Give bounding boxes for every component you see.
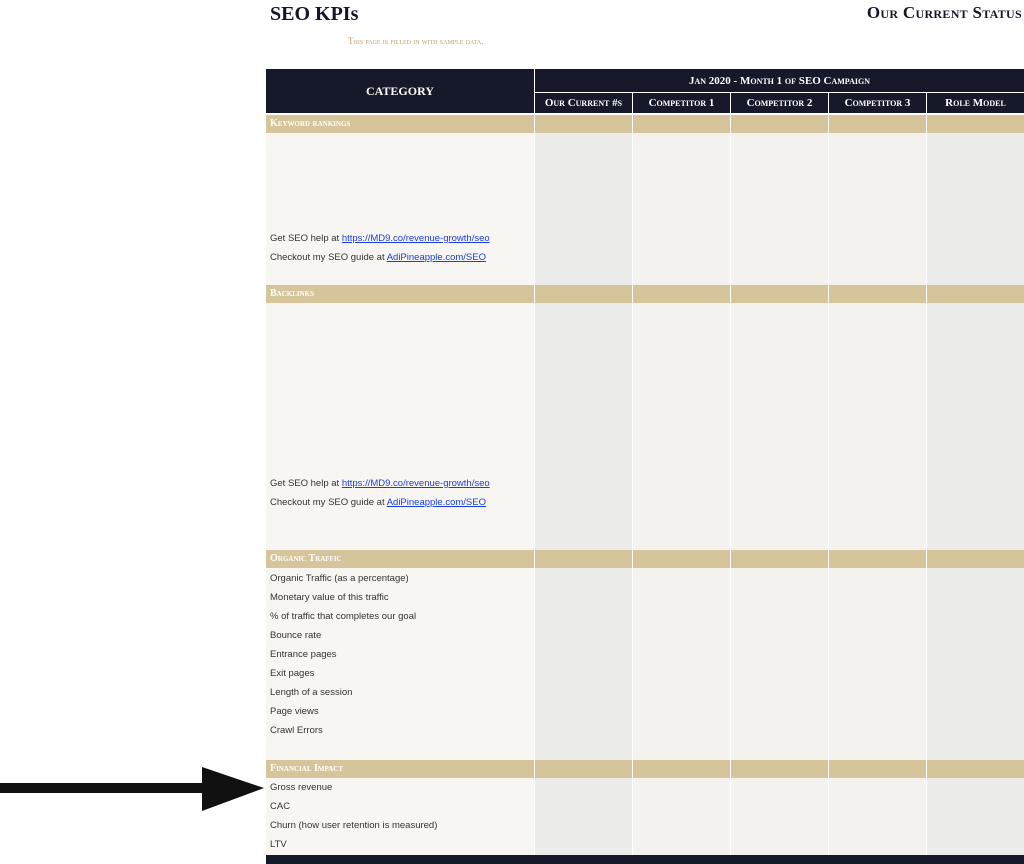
section-body-financial-impact [266, 778, 534, 855]
list-item: Churn (how user retention is measured) [270, 820, 438, 831]
md9-link[interactable]: https://MD9.co/revenue-growth/seo [341, 233, 490, 244]
section-body-backlinks [266, 303, 534, 550]
data-cell[interactable] [927, 133, 1024, 285]
data-cell[interactable] [633, 568, 730, 760]
list-item: Bounce rate [270, 630, 322, 641]
table-footer-bar [266, 855, 1024, 864]
list-item: % of traffic that completes our goal [270, 611, 417, 622]
data-cell[interactable] [731, 133, 828, 285]
col-header-competitor-3: Competitor 3 [828, 93, 926, 113]
list-item: Checkout my SEO guide at AdiPineapple.com/SEO [270, 497, 486, 508]
arrow-right-icon [0, 765, 264, 813]
data-cell[interactable] [633, 778, 730, 855]
data-cell[interactable] [927, 568, 1024, 760]
section-label: Keyword rankings [270, 118, 351, 129]
section-band-financial-impact [266, 760, 1024, 778]
month-header: Jan 2020 - Month 1 of SEO Campaign [535, 69, 1024, 93]
data-cell[interactable] [927, 778, 1024, 855]
section-label: Organic Traffic [270, 553, 342, 564]
col-header-competitor-1: Competitor 1 [632, 93, 730, 113]
data-cell[interactable] [829, 133, 926, 285]
section-band-keyword-rankings [266, 115, 1024, 133]
data-cell[interactable] [731, 778, 828, 855]
data-cell[interactable] [829, 778, 926, 855]
data-cell[interactable] [731, 568, 828, 760]
col-header-role-model: Role Model [926, 93, 1024, 113]
table-header [266, 69, 1024, 113]
list-item: Monetary value of this traffic [270, 592, 389, 603]
data-cell[interactable] [535, 133, 632, 285]
section-body-keyword-rankings [266, 133, 534, 285]
category-header: CATEGORY [266, 69, 535, 113]
list-item: Exit pages [270, 668, 315, 679]
adipineapple-link[interactable]: AdiPineapple.com/SEO [386, 497, 486, 508]
section-band-organic-traffic [266, 550, 1024, 568]
list-item: Entrance pages [270, 649, 337, 660]
data-cell[interactable] [927, 303, 1024, 550]
data-cell[interactable] [535, 778, 632, 855]
data-cell[interactable] [535, 568, 632, 760]
list-item: Crawl Errors [270, 725, 323, 736]
col-header-competitor-2: Competitor 2 [730, 93, 828, 113]
kpi-sheet [266, 0, 1024, 864]
list-item: Page views [270, 706, 319, 717]
page-subtitle: This page is filled in with sample data. [348, 36, 484, 46]
md9-link[interactable]: https://MD9.co/revenue-growth/seo [341, 478, 490, 489]
section-band-backlinks [266, 285, 1024, 303]
list-item: Get SEO help at https://MD9.co/revenue-growth/seo [270, 478, 490, 489]
list-item: Get SEO help at https://MD9.co/revenue-growth/seo [270, 233, 490, 244]
section-label: Backlinks [270, 288, 315, 299]
list-item: Gross revenue [270, 782, 333, 793]
data-cell[interactable] [829, 303, 926, 550]
data-cell[interactable] [731, 303, 828, 550]
list-item: Checkout my SEO guide at AdiPineapple.com/SEO [270, 252, 486, 263]
page-title: SEO KPIs [270, 3, 359, 25]
data-cell[interactable] [829, 568, 926, 760]
data-cell[interactable] [535, 303, 632, 550]
section-label: Financial Impact [270, 763, 344, 774]
list-item: LTV [270, 839, 287, 850]
list-item: Organic Traffic (as a percentage) [270, 573, 409, 584]
list-item: CAC [270, 801, 291, 812]
status-title: Our Current Status [866, 3, 1022, 22]
adipineapple-link[interactable]: AdiPineapple.com/SEO [386, 252, 486, 263]
section-body-organic-traffic [266, 568, 534, 760]
col-header-current: Our Current #s [534, 93, 632, 113]
data-cell[interactable] [633, 133, 730, 285]
data-cell[interactable] [633, 303, 730, 550]
list-item: Length of a session [270, 687, 353, 698]
